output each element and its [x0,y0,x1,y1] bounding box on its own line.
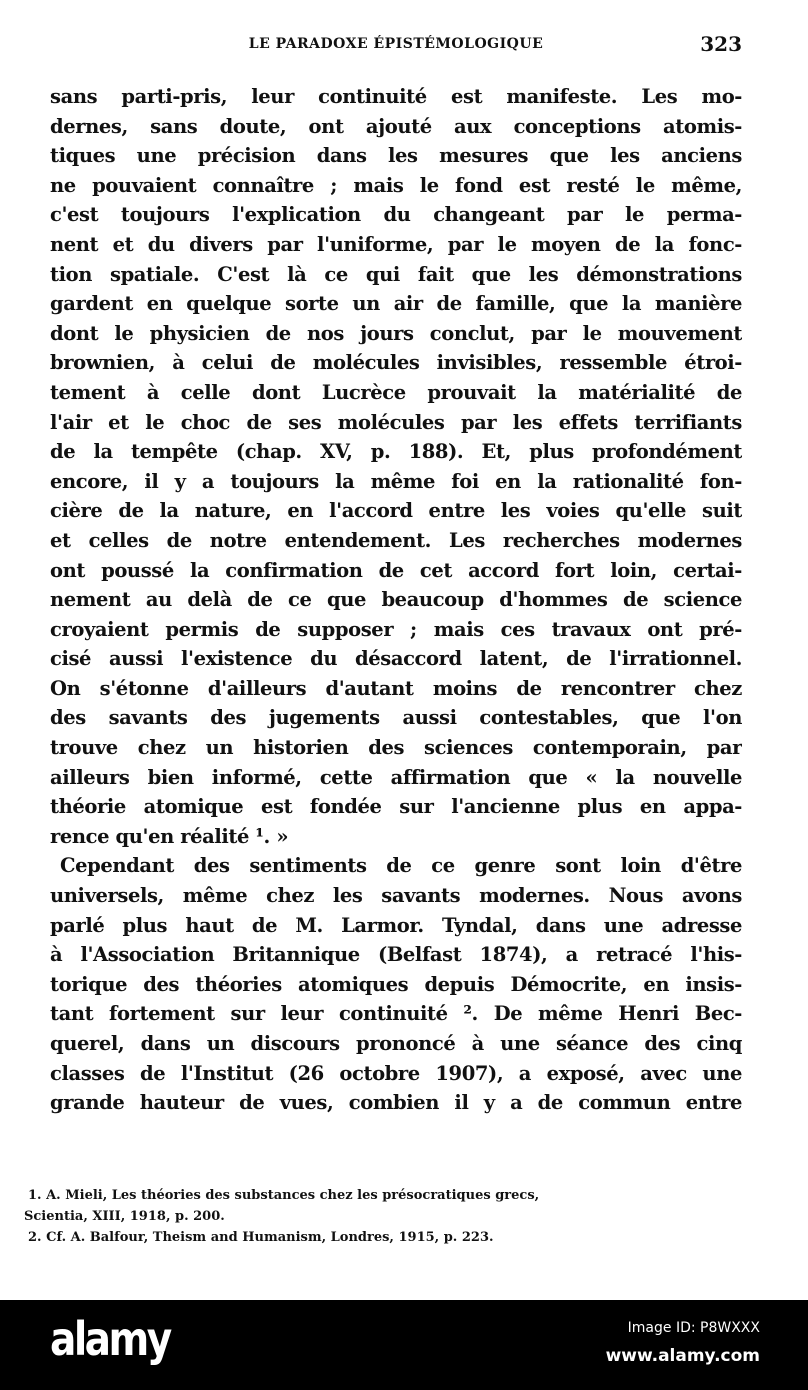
text-line: ne pouvaient connaître ; mais le fond est resté le même, [50,173,742,197]
alamy-logo: alamy [50,1312,170,1366]
text-line: On s'étonne d'ailleurs d'autant moins de rencontrer chez [50,676,742,700]
watermark-band [0,1300,808,1390]
text-line: parlé plus haut de M. Larmor. Tyndal, dans une adresse [50,913,742,937]
text-line: universels, même chez les savants modernes. Nous avons [50,884,742,908]
footnotes [24,1185,744,1248]
text-line: à l'Association Britannique (Belfast 1874), a retracé l'his- [50,943,742,967]
text-line: de la tempête (chap. XV, p. 188). Et, plus profondément [50,440,742,464]
text-line: rence qu'en réalité ¹. » [50,824,289,848]
text-line: encore, il y a toujours la même foi en la rationalité fon- [50,469,742,493]
text-line: grande hauteur de vues, combien il y a de commun entre [50,1091,742,1115]
text-line: l'air et le choc de ses molécules par les effets terrifiants [50,410,742,434]
text-line: des savants des jugements aussi contestables, que l'on [50,706,742,730]
text-line: torique des théories atomiques depuis Démocrite, en insis- [50,972,742,996]
text-line: nent et du divers par l'uniforme, par le moyen de la fonc- [50,232,742,256]
text-line: théorie atomique est fondée sur l'ancienne plus en appa- [50,795,742,819]
text-line: croyaient permis de supposer ; mais ces travaux ont pré- [50,617,742,641]
text-line: cisé aussi l'existence du désaccord latent, de l'irrationnel. [50,647,742,671]
text-line: ailleurs bien informé, cette affirmation que « la nouvelle [50,765,742,789]
text-line: classes de l'Institut (26 octobre 1907), a exposé, avec une [50,1061,742,1085]
text-line: querel, dans un discours prononcé à une séance des cinq [50,1032,742,1055]
text-line: ont poussé la confirmation de cet accord fort loin, certai- [50,558,742,582]
footnote-2: 2. Cf. A. Balfour, Theism and Humanism, Londres, 1915, p. 223. [28,1230,494,1245]
text-line: brownien, à celui de molécules invisibles, ressemble étroi- [50,351,742,375]
footnote-1-cont: Scientia, XIII, 1918, p. 200. [24,1209,225,1224]
text-line: dont le physicien de nos jours conclut, par le mouvement [50,321,742,345]
text-line: dernes, sans doute, ont ajouté aux conceptions atomis- [50,114,742,138]
text-line: sans parti-pris, leur continuité est manifeste. Les mo- [50,85,742,108]
image-id: Image ID: P8WXXX [627,1320,760,1336]
page-header [50,32,742,58]
text-line: trouve chez un historien des sciences contemporain, par [50,736,742,760]
text-line: gardent en quelque sorte un air de famille, que la manière [50,292,742,316]
body-text [50,82,742,1118]
text-line: et celles de notre entendement. Les recherches modernes [50,528,742,552]
text-line: tant fortement sur leur continuité ². De même Henri Bec- [50,1002,742,1026]
page-number: 323 [700,32,742,56]
text-line: tion spatiale. C'est là ce qui fait que les démonstrations [50,262,742,286]
site-url: www.alamy.com [605,1346,760,1366]
text-line: tiques une précision dans les mesures que les anciens [50,144,742,168]
text-line: tement à celle dont Lucrèce prouvait la matérialité de [50,380,742,404]
text-line: Cependant des sentiments de ce genre sont loin d'être [60,854,742,878]
text-line: nement au delà de ce que beaucoup d'hommes de science [50,588,742,612]
footnote-1: 1. A. Mieli, Les théories des substances chez les présocratiques grecs, [28,1188,540,1203]
running-title: LE PARADOXE ÉPISTÉMOLOGIQUE [248,36,544,52]
text-line: cière de la nature, en l'accord entre les voies qu'elle suit [50,499,742,523]
text-line: c'est toujours l'explication du changeant par le perma- [50,203,742,227]
